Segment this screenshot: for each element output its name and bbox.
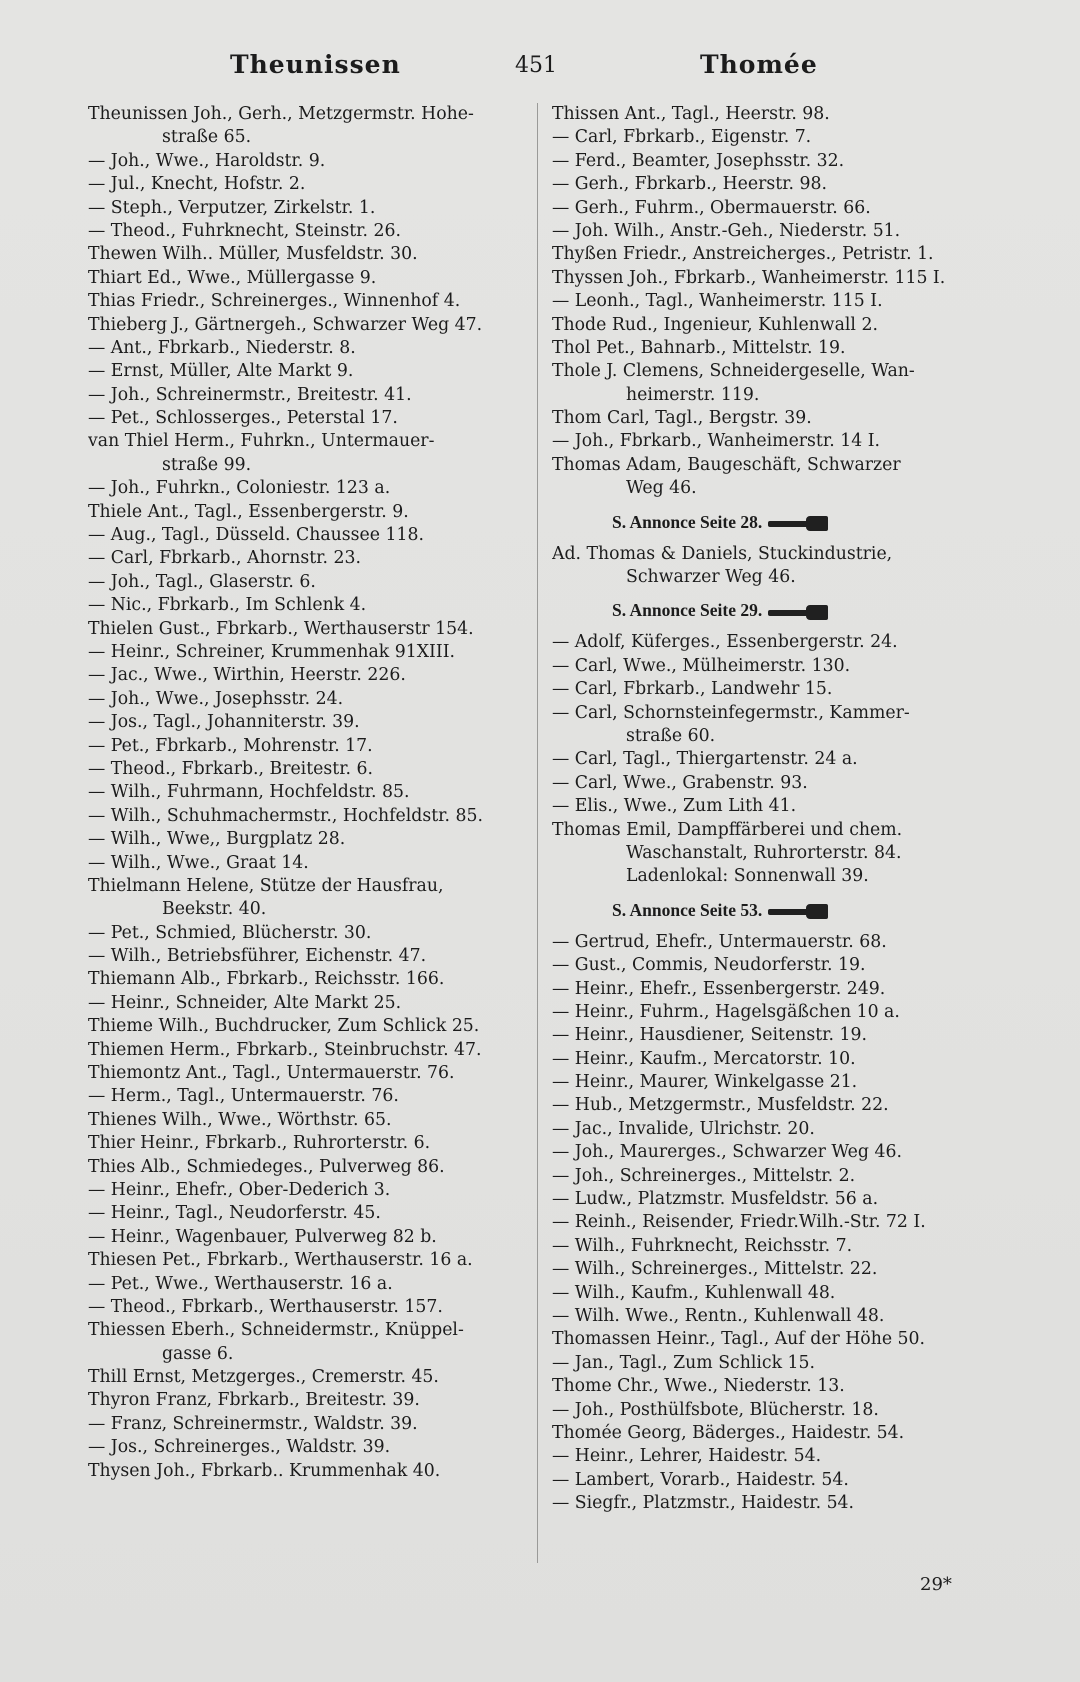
annonce-text: S. Annonce Seite 28. <box>612 511 763 532</box>
ad-entry-line: Ad. Thomas & Daniels, Stuckindustrie, <box>552 543 893 564</box>
directory-entry: — Herm., Tagl., Untermauerstr. 76. <box>88 1086 399 1107</box>
directory-entry: Thill Ernst, Metzgerges., Cremerstr. 45. <box>88 1367 439 1388</box>
directory-entry: — Ernst, Müller, Alte Markt 9. <box>88 361 354 382</box>
directory-entry: Thielmann Helene, Stütze der Hausfrau, <box>88 875 444 896</box>
directory-entry: — Adolf, Küferges., Essenbergerstr. 24. <box>552 632 898 653</box>
directory-entry: — Pet., Schlosserges., Peterstal 17. <box>88 408 398 429</box>
directory-entry: — Heinr., Schneider, Alte Markt 25. <box>88 992 402 1013</box>
directory-entry: Theunissen Joh., Gerh., Metzgermstr. Hohe- <box>88 104 474 124</box>
directory-entry: Thomas Adam, Baugeschäft, Schwarzer <box>552 454 901 475</box>
directory-entry: — Heinr., Kaufm., Mercatorstr. 10. <box>552 1048 856 1069</box>
directory-entry: — Heinr., Ehefr., Essenbergerstr. 249. <box>552 978 886 999</box>
directory-entry: — Wilh., Fuhrmann, Hochfeldstr. 85. <box>88 782 410 803</box>
directory-entry: — Wilh., Wwe., Graat 14. <box>88 852 309 873</box>
directory-entry: — Wilh., Kaufm., Kuhlenwall 48. <box>552 1282 836 1303</box>
column-divider <box>537 103 538 1563</box>
directory-entry: van Thiel Herm., Fuhrkn., Untermauer- <box>88 431 435 452</box>
directory-entry: — Heinr., Fuhrm., Hagelsgäßchen 10 a. <box>552 1001 900 1022</box>
annonce-notice <box>612 597 990 623</box>
directory-entry: — Carl, Fbrkarb., Eigenstr. 7. <box>552 127 812 148</box>
directory-entry: Thomas Emil, Dampffärberei und chem. <box>552 819 903 840</box>
directory-entry: — Heinr., Maurer, Winkelgasse 21. <box>552 1072 858 1093</box>
directory-entry: — Wilh., Fuhrknecht, Reichsstr. 7. <box>552 1235 853 1256</box>
directory-entry: — Gust., Commis, Neudorferstr. 19. <box>552 955 866 976</box>
directory-entry: Thyßen Friedr., Anstreicherges., Petristr. 1. <box>552 244 934 265</box>
annonce-text: S. Annonce Seite 53. <box>612 899 763 920</box>
directory-entry: — Theod., Fbrkarb., Breitestr. 6. <box>88 758 374 779</box>
entry-continuation: straße 60. <box>626 725 716 746</box>
directory-entry: — Reinh., Reisender, Friedr.Wilh.-Str. 72 I. <box>552 1212 926 1233</box>
right-column-entries-c <box>552 931 990 1516</box>
directory-entry: — Joh., Tagl., Glaserstr. 6. <box>88 571 316 592</box>
directory-entry: — Franz, Schreinermstr., Waldstr. 39. <box>88 1413 418 1434</box>
entry-continuation: gasse 6. <box>162 1343 234 1364</box>
directory-entry: Thol Pet., Bahnarb., Mittelstr. 19. <box>552 337 846 358</box>
directory-entry: — Theod., Fuhrknecht, Steinstr. 26. <box>88 220 401 241</box>
directory-entry: — Ferd., Beamter, Josephsstr. 32. <box>552 150 845 171</box>
directory-entry: — Joh., Fuhrkn., Coloniestr. 123 a. <box>88 478 391 499</box>
right-column-entries-a <box>552 103 990 501</box>
directory-entry: Thode Rud., Ingenieur, Kuhlenwall 2. <box>552 314 878 335</box>
directory-entry: — Wilh., Betriebsführer, Eichenstr. 47. <box>88 946 427 967</box>
directory-entry: Thysen Joh., Fbrkarb.. Krummenhak 40. <box>88 1460 441 1481</box>
right-column-entries-b <box>552 631 990 888</box>
directory-entry: Thewen Wilh.. Müller, Musfeldstr. 30. <box>88 244 418 265</box>
directory-entry: — Pet., Fbrkarb., Mohrenstr. 17. <box>88 735 373 756</box>
directory-entry: Thielen Gust., Fbrkarb., Werthauserstr 154. <box>88 618 474 639</box>
annonce-notice <box>612 897 990 923</box>
directory-entry: — Joh., Schreinermstr., Breitestr. 41. <box>88 384 412 405</box>
directory-entry: — Wilh., Schreinerges., Mittelstr. 22. <box>552 1259 878 1280</box>
directory-entry: — Joh., Wwe., Haroldstr. 9. <box>88 150 326 171</box>
entry-continuation: Weg 46. <box>626 478 697 499</box>
directory-entry: — Ant., Fbrkarb., Niederstr. 8. <box>88 337 356 358</box>
directory-entry: — Pet., Wwe., Werthauserstr. 16 a. <box>88 1273 393 1294</box>
page-number: 451 <box>515 53 557 78</box>
directory-entry: — Nic., Fbrkarb., Im Schlenk 4. <box>88 595 367 616</box>
directory-entry: — Hub., Metzgermstr., Musfeldstr. 22. <box>552 1095 889 1116</box>
directory-entry: Thissen Ant., Tagl., Heerstr. 98. <box>552 104 830 124</box>
directory-entry: Thyssen Joh., Fbrkarb., Wanheimerstr. 115 I. <box>552 267 946 288</box>
directory-entry: — Leonh., Tagl., Wanheimerstr. 115 I. <box>552 291 883 312</box>
directory-entry: — Jos., Tagl., Johanniterstr. 39. <box>88 712 360 733</box>
directory-entry: — Joh., Fbrkarb., Wanheimerstr. 14 I. <box>552 431 881 452</box>
directory-entry: Thieberg J., Gärtnergeh., Schwarzer Weg 47. <box>88 314 483 335</box>
directory-entry: — Heinr., Lehrer, Haidestr. 54. <box>552 1446 822 1467</box>
running-head-right: Thomée <box>700 50 818 79</box>
directory-entry: — Siegfr., Platzmstr., Haidestr. 54. <box>552 1493 855 1514</box>
directory-entry: — Steph., Verputzer, Zirkelstr. 1. <box>88 197 376 218</box>
directory-entry: — Heinr., Schreiner, Krummenhak 91XIII. <box>88 641 456 662</box>
left-column <box>88 103 524 1483</box>
signature-mark: 29* <box>920 1574 952 1595</box>
directory-entry: Thom Carl, Tagl., Bergstr. 39. <box>552 408 812 429</box>
directory-entry: — Gertrud, Ehefr., Untermauerstr. 68. <box>552 931 887 952</box>
directory-entry: Thiart Ed., Wwe., Müllergasse 9. <box>88 267 377 288</box>
directory-entry: — Jan., Tagl., Zum Schlick 15. <box>552 1352 816 1373</box>
directory-entry: — Carl, Fbrkarb., Landwehr 15. <box>552 679 833 700</box>
entry-continuation: heimerstr. 119. <box>626 384 760 405</box>
directory-entry: — Joh. Wilh., Anstr.-Geh., Niederstr. 51. <box>552 220 901 241</box>
right-column <box>552 103 990 1515</box>
directory-entry: — Carl, Schornsteinfegermstr., Kammer- <box>552 702 910 723</box>
directory-entry: — Joh., Maurerges., Schwarzer Weg 46. <box>552 1142 902 1163</box>
entry-continuation: Ladenlokal: Sonnenwall 39. <box>626 866 869 887</box>
directory-entry: — Heinr., Ehefr., Ober-Dederich 3. <box>88 1179 391 1200</box>
directory-entry: — Wilh., Wwe,, Burgplatz 28. <box>88 829 346 850</box>
directory-entry: Thiemontz Ant., Tagl., Untermauerstr. 76. <box>88 1063 455 1084</box>
annonce-text: S. Annonce Seite 29. <box>612 600 763 621</box>
directory-entry: Thome Chr., Wwe., Niederstr. 13. <box>552 1376 845 1397</box>
directory-entry: — Elis., Wwe., Zum Lith 41. <box>552 796 797 817</box>
directory-entry: — Carl, Wwe., Grabenstr. 93. <box>552 772 808 793</box>
directory-entry: Thole J. Clemens, Schneidergeselle, Wan- <box>552 361 915 382</box>
directory-entry: Thiesen Pet., Fbrkarb., Werthauserstr. 16 a. <box>88 1250 473 1271</box>
entry-continuation: straße 99. <box>162 454 252 475</box>
entry-continuation: straße 65. <box>162 127 252 148</box>
directory-entry: — Joh., Posthülfsbote, Blücherstr. 18. <box>552 1399 879 1420</box>
pointing-hand-icon <box>768 605 828 620</box>
directory-entry: — Ludw., Platzmstr. Musfeldstr. 56 a. <box>552 1189 879 1210</box>
directory-entry: — Aug., Tagl., Düsseld. Chaussee 118. <box>88 525 424 546</box>
directory-entry: Thies Alb., Schmiedeges., Pulverweg 86. <box>88 1156 445 1177</box>
directory-entry: — Lambert, Vorarb., Haidestr. 54. <box>552 1469 849 1490</box>
directory-entry: — Jul., Knecht, Hofstr. 2. <box>88 174 306 195</box>
annonce-notice <box>612 509 990 535</box>
directory-entry: — Carl, Tagl., Thiergartenstr. 24 a. <box>552 749 858 770</box>
directory-entry: Thienes Wilh., Wwe., Wörthstr. 65. <box>88 1109 392 1130</box>
page-header <box>0 50 1080 90</box>
directory-entry: — Heinr., Wagenbauer, Pulverweg 82 b. <box>88 1226 437 1247</box>
directory-entry: — Jac., Wwe., Wirthin, Heerstr. 226. <box>88 665 406 686</box>
pointing-hand-icon <box>768 904 828 919</box>
directory-entry: Thyron Franz, Fbrkarb., Breitestr. 39. <box>88 1390 420 1411</box>
directory-entry: — Joh., Wwe., Josephsstr. 24. <box>88 688 344 709</box>
directory-entry: Thiemann Alb., Fbrkarb., Reichsstr. 166. <box>88 969 445 990</box>
directory-entry: — Heinr., Hausdiener, Seitenstr. 19. <box>552 1025 868 1046</box>
directory-entry: — Wilh., Schuhmachermstr., Hochfeldstr. 85. <box>88 805 483 826</box>
directory-entry: Thomée Georg, Bäderges., Haidestr. 54. <box>552 1422 905 1443</box>
directory-entry: — Pet., Schmied, Blücherstr. 30. <box>88 922 372 943</box>
directory-entry: — Theod., Fbrkarb., Werthauserstr. 157. <box>88 1296 443 1317</box>
ad-entry-continuation: Schwarzer Weg 46. <box>626 567 796 588</box>
directory-entry: Thier Heinr., Fbrkarb., Ruhrorterstr. 6. <box>88 1133 431 1154</box>
running-head-left: Theunissen <box>230 50 401 79</box>
directory-entry: — Gerh., Fbrkarb., Heerstr. 98. <box>552 174 827 195</box>
directory-entry: — Heinr., Tagl., Neudorferstr. 45. <box>88 1203 381 1224</box>
entry-continuation: Beekstr. 40. <box>162 899 267 920</box>
pointing-hand-icon <box>768 516 828 531</box>
directory-entry: Thieme Wilh., Buchdrucker, Zum Schlick 25. <box>88 1016 480 1037</box>
directory-entry: — Wilh. Wwe., Rentn., Kuhlenwall 48. <box>552 1305 885 1326</box>
directory-entry: Thiemen Herm., Fbrkarb., Steinbruchstr. 47. <box>88 1039 482 1060</box>
directory-entry: — Gerh., Fuhrm., Obermauerstr. 66. <box>552 197 871 218</box>
directory-entry: Thias Friedr., Schreinerges., Winnenhof 4. <box>88 291 461 312</box>
directory-entry: — Jac., Invalide, Ulrichstr. 20. <box>552 1118 815 1139</box>
directory-entry: Thiessen Eberh., Schneidermstr., Knüppel- <box>88 1320 464 1341</box>
entry-continuation: Waschanstalt, Ruhrorterstr. 84. <box>626 842 902 863</box>
directory-entry: — Carl, Wwe., Mülheimerstr. 130. <box>552 655 851 676</box>
directory-entry: — Jos., Schreinerges., Waldstr. 39. <box>88 1437 391 1458</box>
directory-entry: — Joh., Schreinerges., Mittelstr. 2. <box>552 1165 856 1186</box>
directory-entry: Thomassen Heinr., Tagl., Auf der Höhe 50. <box>552 1329 926 1350</box>
directory-entry: Thiele Ant., Tagl., Essenbergerstr. 9. <box>88 501 409 522</box>
directory-entry: — Carl, Fbrkarb., Ahornstr. 23. <box>88 548 362 569</box>
